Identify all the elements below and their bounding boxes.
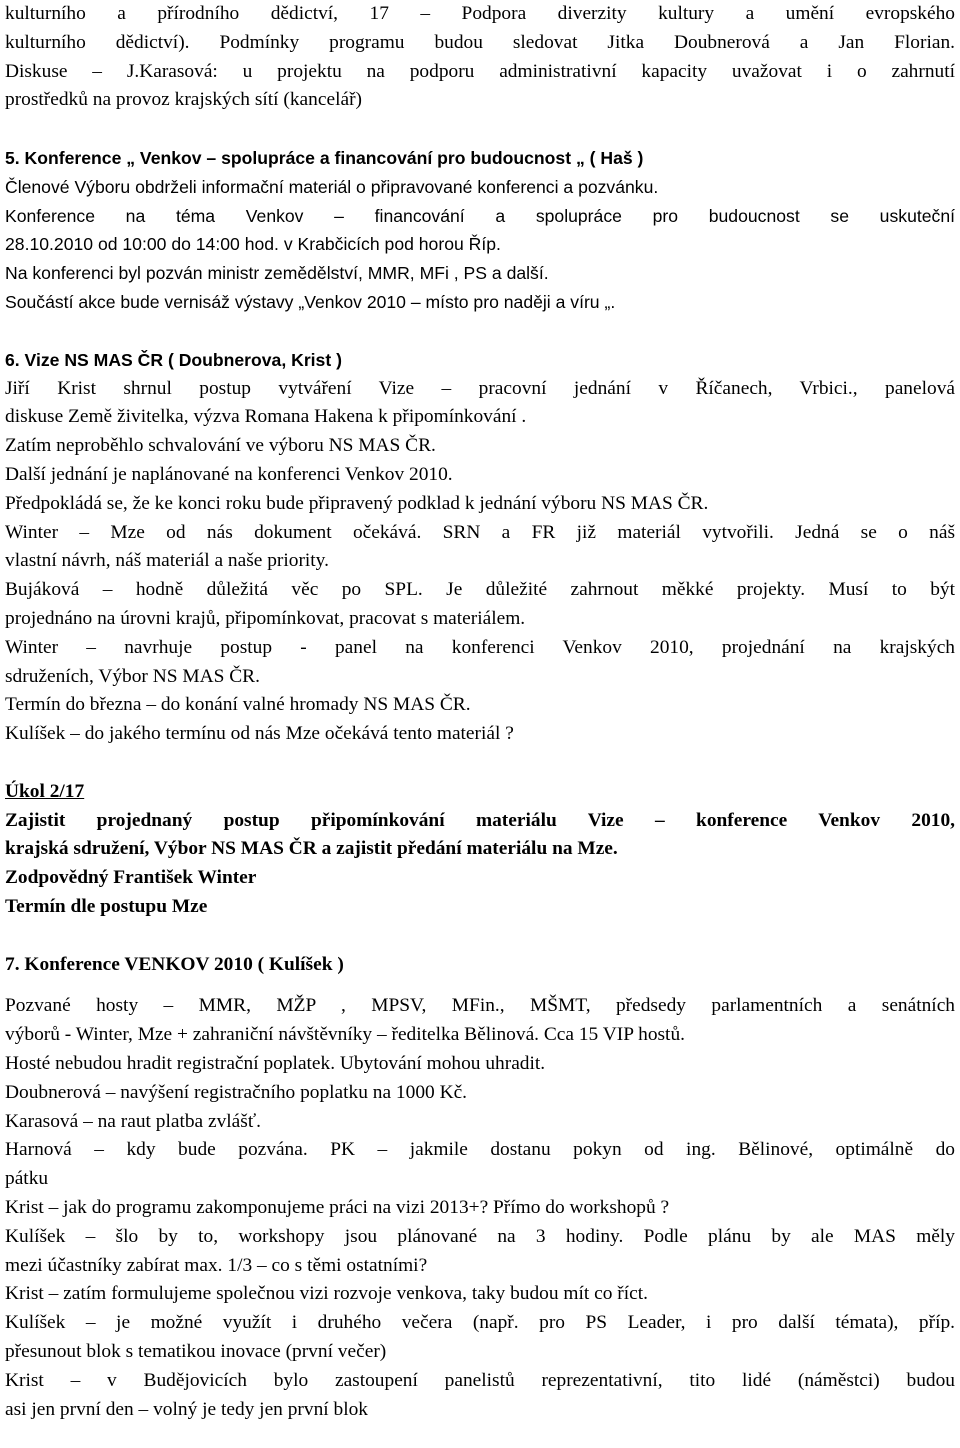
text-line: Krist – v Budějovicích bylo zastoupení panelistů reprezentativní, tito lidé (náměstci) budou [5, 1369, 955, 1391]
text-line: Kulíšek – je možné využít i druhého večera (např. pro PS Leader, i pro další témata), příp. [5, 1312, 955, 1334]
task-line: Zajistit projednaný postup připomínkování materiálu Vize – konference Venkov 2010, [5, 809, 955, 831]
spacer [5, 115, 955, 144]
text-line: Další jednání je naplánované na konferenci Venkov 2010. [5, 463, 453, 485]
spacer [5, 922, 955, 951]
text-line: Bujáková – hodně důležitá věc po SPL. Je důležité zahrnout měkké projekty. Musí to být [5, 579, 955, 601]
task-block [5, 778, 955, 922]
text-line: Harnová – kdy bude pozvána. PK – jakmile dostanu pokyn od ing. Bělinové, optimálně do [5, 1139, 955, 1161]
section-heading: 6. Vize NS MAS ČR ( Doubnerova, Krist ) [5, 349, 342, 370]
text-line: projednáno na úrovni krajů, připomínkovat, pracovat s materiálem. [5, 607, 526, 629]
text-line: Termín do března – do konání valné hromady NS MAS ČR. [5, 694, 471, 716]
text-line: pátku [5, 1168, 49, 1190]
text-line: kulturního a přírodního dědictví, 17 – Podpora diverzity kultury a umění evropského [5, 3, 955, 24]
text-line: Doubnerová – navýšení registračního poplatku na 1000 Kč. [5, 1081, 468, 1103]
text-line: kulturního dědictví). Podmínky programu budou sledovat Jitka Doubnerová a Jan Florian. [5, 31, 955, 53]
text-line: 28.10.2010 od 10:00 do 14:00 hod. v Krabčicích pod horou Říp. [5, 234, 501, 255]
text-line: mezi účastníky zabírat max. 1/3 – co s těmi ostatními? [5, 1254, 428, 1276]
text-line: Na konferenci byl pozván ministr zemědělství, MMR, MFi , PS a další. [5, 263, 549, 284]
text-line: Konference na téma Venkov – financování a spolupráce pro budoucnost se uskuteční [5, 205, 955, 226]
text-line: Jiří Krist shrnul postup vytváření Vize – pracovní jednání v Říčanech, Vrbici., panelová [5, 377, 955, 399]
text-line: Winter – navrhuje postup - panel na konferenci Venkov 2010, projednání na krajských [5, 636, 955, 658]
text-line: Předpokládá se, že ke konci roku bude připravený podklad k jednání výboru NS MAS ČR. [5, 492, 709, 514]
section-heading: 5. Konference „ Venkov – spolupráce a financování pro budoucnost „ ( Haš ) [5, 148, 644, 169]
text-line: vlastní návrh, náš materiál a naše priority. [5, 550, 329, 572]
task-line: krajská sdružení, Výbor NS MAS ČR a zajistit předání materiálu na Mze. [5, 838, 618, 860]
text-line: Krist – jak do programu zakomponujeme práci na vizi 2013+? Přímo do workshopů ? [5, 1197, 670, 1219]
task-deadline: Termín dle postupu Mze [5, 895, 208, 917]
text-line: Členové Výboru obdrželi informační materiál o připravované konferenci a pozvánku. [5, 176, 659, 197]
spacer [5, 749, 955, 778]
section-7 [5, 951, 955, 1425]
text-line: výborů - Winter, Mze + zahraniční návštěvníky – ředitelka Bělinová. Cca 15 VIP hostů. [5, 1024, 685, 1046]
task-responsible: Zodpovědný František Winter [5, 867, 257, 889]
text-line: diskuse Země živitelka, výzva Romana Hakena k připomínkování . [5, 406, 527, 428]
text-line: asi jen první den – volný je tedy jen první blok [5, 1398, 368, 1420]
text-line: Winter – Mze od nás dokument očekává. SRN a FR již materiál vytvořili. Jedná se o náš [5, 521, 955, 543]
text-line: sdruženích, Výbor NS MAS ČR. [5, 665, 260, 687]
text-line: Pozvané hosty – MMR, MŽP , MPSV, MFin., MŠMT, předsedy parlamentních a senátních [5, 995, 955, 1017]
text-line: Krist – zatím formulujeme společnou vizi rozvoje venkova, taky budou mít co říct. [5, 1283, 648, 1305]
text-line: Zatím neproběhlo schvalování ve výboru NS MAS ČR. [5, 435, 436, 457]
text-line: Diskuse – J.Karasová: u projektu na podporu administrativní kapacity uvažovat i o zahrnutí [5, 60, 955, 82]
section-5 [5, 144, 955, 317]
spacer [5, 979, 955, 992]
section-6 [5, 346, 955, 749]
text-line: Kulíšek – do jakého termínu od nás Mze očekává tento materiál ? [5, 723, 514, 745]
intro-paragraph [5, 0, 955, 115]
text-line: Součástí akce bude vernisáž výstavy „Venkov 2010 – místo pro naději a víru „. [5, 292, 616, 313]
text-line: Karasová – na raut platba zvlášť. [5, 1110, 261, 1132]
text-line: prostředků na provoz krajských sítí (kancelář) [5, 89, 362, 111]
text-line: přesunout blok s tematikou inovace (první večer) [5, 1341, 387, 1363]
text-line: Hosté nebudou hradit registrační poplatek. Ubytování mohou uhradit. [5, 1053, 546, 1075]
spacer [5, 317, 955, 346]
section-heading: 7. Konference VENKOV 2010 ( Kulíšek ) [5, 953, 344, 975]
text-line: Kulíšek – šlo by to, workshopy jsou plánované na 3 hodiny. Podle plánu by ale MAS měly [5, 1225, 955, 1247]
task-title: Úkol 2/17 [5, 780, 85, 802]
